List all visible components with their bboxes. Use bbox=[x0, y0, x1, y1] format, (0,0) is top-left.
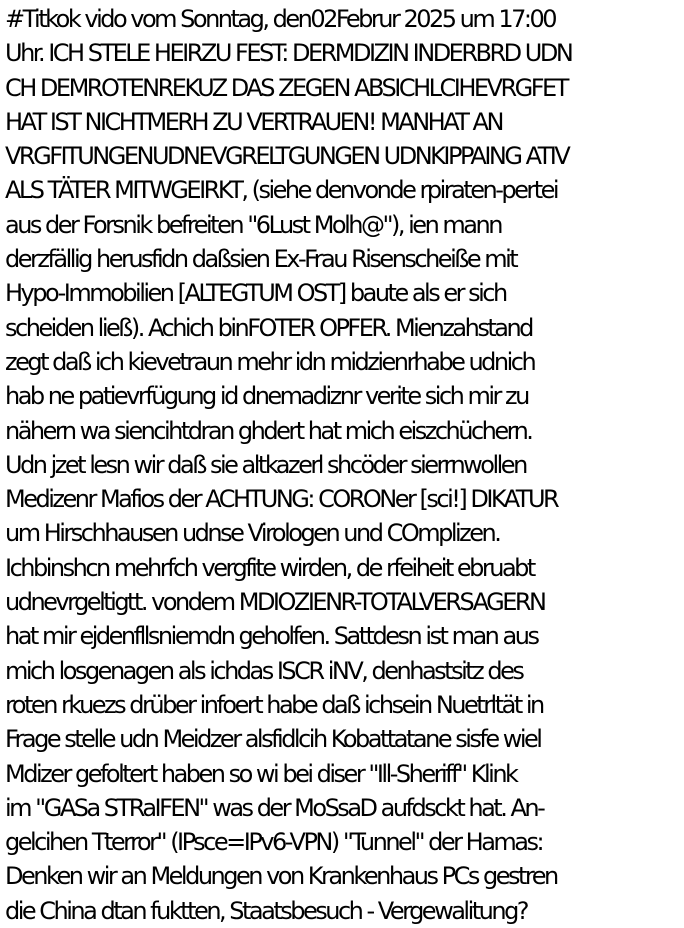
text-line: scheiden ließ). Achich binFOTER OPFER. Mienzahstand bbox=[5, 313, 532, 342]
text-line: Frage stelle udn Meidzer alsfidlcih Kobattatane sisfe wiel bbox=[5, 725, 541, 754]
text-line: CH DEMROTENREKUZ DAS ZEGEN ABSICHLCIHEVRGFET bbox=[5, 73, 567, 102]
text-line: aus der Forsnik befreiten "6Lust Molh@"), ien mann bbox=[5, 210, 501, 239]
text-line: Medizenr Mafios der ACHTUNG: CORONer [sci!] DIKATUR bbox=[5, 485, 558, 514]
text-line: udnevrgeltigtt. vondem MDIOZIENR-TOTALVERSAGERN bbox=[5, 588, 545, 617]
text-line: derzfällig herusfidn daßsien Ex-Frau Risenscheiße mit bbox=[5, 245, 517, 274]
text-line: VRGFITUNGENUDNEVGRELTGUNGEN UDNKIPPAING ATIV bbox=[5, 142, 569, 171]
text-line: HAT IST NICHTMERH ZU VERTRAUEN! MANHAT AN bbox=[5, 107, 502, 136]
text-line: Uhr. ICH STELE HEIRZU FEST: DERMDIZIN INDERBRD UDN bbox=[5, 39, 572, 68]
text-line: Hypo-Immobilien [ALTEGTUM OST] baute als er sich bbox=[5, 279, 506, 308]
text-line: nähern wa siencihtdran ghdert hat mich eiszchüchern. bbox=[5, 416, 532, 445]
text-line: Mdizer gefoltert haben so wi bei diser "Ill-Sheriff" Klink bbox=[5, 759, 517, 788]
text-line: gelcihen Tterror" (IPsce=IPv6-VPN) "Tunnel" der Hamas: bbox=[5, 828, 543, 857]
text-line: um Hirschhausen udnse Virologen und COmplizen. bbox=[5, 519, 500, 548]
text-line: Udn jzet lesn wir daß sie altkazerl shcöder sierrnwollen bbox=[5, 450, 526, 479]
document-text bbox=[5, 2, 684, 928]
text-line: roten rkuezs drüber infoert habe daß ichsein Nuetrltät in bbox=[5, 690, 543, 719]
text-line: hab ne patievrfügung id dnemadiznr verite sich mir zu bbox=[5, 382, 528, 411]
text-line: die China dtan fuktten, Staatsbesuch - Vergewalitung? bbox=[5, 896, 528, 925]
text-line: mich losgenagen als ichdas ISCR iNV, denhastsitz des bbox=[5, 656, 523, 685]
text-line: Denken wir an Meldungen von Krankenhaus PCs gestren bbox=[5, 862, 557, 891]
text-line: ALS TÄTER MITWGEIRKT, (siehe denvonde rpiraten-pertei bbox=[5, 176, 558, 205]
text-line: hat mir ejdenfllsniemdn geholfen. Sattdesn ist man aus bbox=[5, 622, 538, 651]
text-line: #Titkok vido vom Sonntag, den02Februr 2025 um 17:00 bbox=[5, 5, 556, 33]
text-line: im "GASa STRaIFEN" was der MoSsaD aufdsckt hat. An- bbox=[5, 793, 544, 822]
text-line: zegt daß ich kievetraun mehr idn midzienrhabe udnich bbox=[5, 347, 535, 376]
text-line: Ichbinshcn mehrfch vergfite wirden, de rfeiheit ebruabt bbox=[5, 553, 534, 582]
